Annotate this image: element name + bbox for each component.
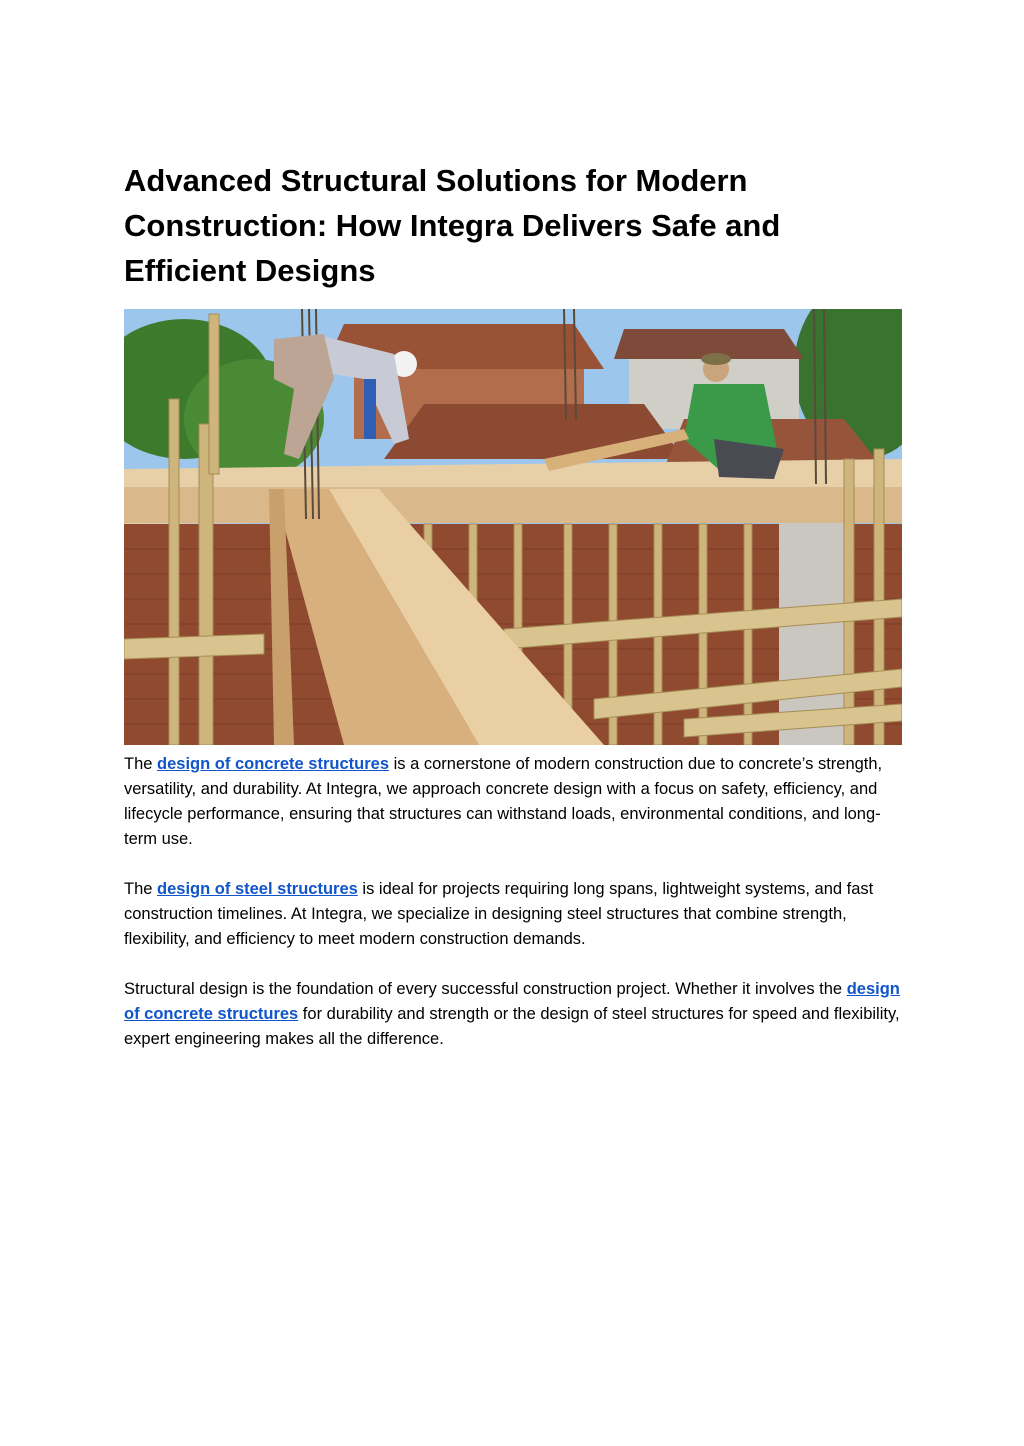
paragraph-text: for durability and strength or the design of steel structures for speed and flexibility, expert engineering makes all the difference. (124, 1005, 900, 1048)
paragraph-text: The (124, 880, 158, 898)
paragraph-text: Structural design is the foundation of every successful construction project. Whether it involves the (124, 980, 847, 998)
link-design-of-steel-structures[interactable]: design of steel structures (157, 880, 358, 898)
document-title: Advanced Structural Solutions for Modern Construction: How Integra Delivers Safe and Efficient Designs (124, 163, 781, 288)
construction-photo-icon (124, 309, 902, 745)
paragraph-text: is ideal for projects requiring long spans, lightweight systems, and fast construction timelines. At Integra, we specialize in designing steel structures that combine strength, flexibility, and efficiency to meet modern construction demands. (124, 880, 874, 948)
paragraph-structural-design (124, 977, 904, 1052)
document-page (124, 158, 904, 1052)
paragraph-text: is a cornerstone of modern construction due to concrete’s strength, versatility, and durability. At Integra, we approach concrete design with a focus on safety, efficiency, and lifecycle performance, ensuring that structures can withstand loads, environmental conditions, and long-term use. (124, 755, 883, 848)
link-design-of-concrete-structures[interactable]: design of concrete structures (157, 755, 390, 773)
paragraph-text: The (124, 755, 158, 773)
construction-photo (124, 309, 902, 745)
paragraph-concrete (124, 752, 904, 852)
paragraph-steel (124, 877, 904, 952)
link-design-of-concrete-structures-2[interactable]: design of concrete structures (124, 980, 900, 1023)
